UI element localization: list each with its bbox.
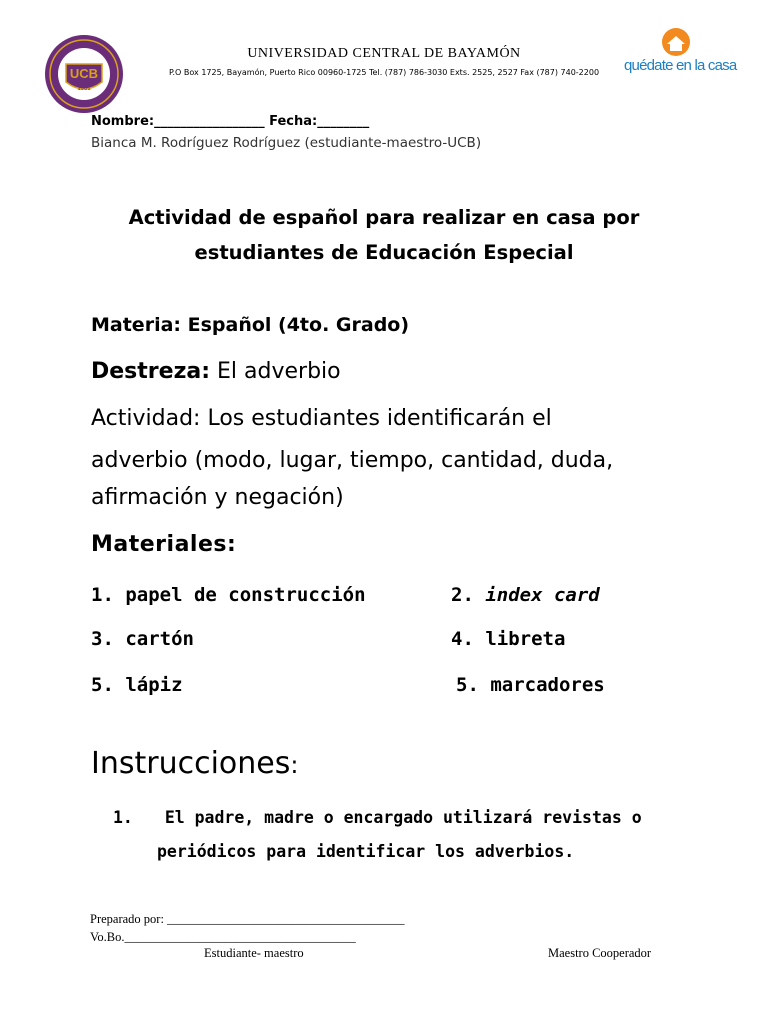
material-number: 2. xyxy=(451,584,474,606)
seal-year: 1961 xyxy=(77,86,91,92)
material-label: marcadores xyxy=(490,674,605,696)
material-item xyxy=(451,584,600,606)
prepared-by-line: Preparado por: ______________________________________ xyxy=(90,912,405,926)
seal-initials: UCB xyxy=(69,66,99,81)
instruction-number: 1. xyxy=(113,808,133,827)
materia-line: Materia: Español (4to. Grado) xyxy=(91,314,410,336)
instruction-text: El padre, madre o encargado utilizará revistas o xyxy=(164,808,642,827)
destreza-line xyxy=(91,359,341,384)
instrucciones-heading-text: Instrucciones xyxy=(91,746,291,781)
actividad-line-1: Actividad: Los estudiantes identificarán el xyxy=(91,406,552,431)
material-number: 1. xyxy=(91,584,114,606)
material-number: 5. xyxy=(91,674,114,696)
material-label: libreta xyxy=(485,628,566,650)
destreza-value: El adverbio xyxy=(217,359,341,384)
university-name: UNIVERSIDAD CENTRAL DE BAYAMÓN xyxy=(247,46,521,61)
materiales-heading: Materiales: xyxy=(91,532,237,557)
author-line: Bianca M. Rodríguez Rodríguez (estudiante-maestro-UCB) xyxy=(91,135,482,151)
actividad-line-3: afirmación y negación) xyxy=(91,485,344,510)
brand-text: quédate en la casa xyxy=(624,57,737,74)
material-label: index card xyxy=(485,584,600,606)
signature-cooperating-teacher: Maestro Cooperador xyxy=(548,946,652,960)
material-number: 4. xyxy=(451,628,474,650)
material-number: 3. xyxy=(91,628,114,650)
instruction-item-line-2: periódicos para identificar los adverbios. xyxy=(157,842,575,861)
instrucciones-heading xyxy=(91,746,298,781)
university-address: P.O Box 1725, Bayamón, Puerto Rico 00960-1725 Tel. (787) 786-3030 Exts. 2525, 2527 Fax (787) 740-2200 xyxy=(168,68,600,77)
material-item xyxy=(456,674,605,696)
actividad-line-2: adverbio (modo, lugar, tiempo, cantidad, duda, xyxy=(91,448,614,473)
material-item xyxy=(91,628,194,650)
document-title-line-2: estudiantes de Educación Especial xyxy=(194,241,574,264)
vobo-line: Vo.Bo._____________________________________ xyxy=(90,930,356,944)
material-item xyxy=(451,628,565,650)
material-label: papel de construcción xyxy=(125,584,366,606)
instrucciones-colon: : xyxy=(290,751,299,779)
material-item xyxy=(91,584,366,606)
material-number: 5. xyxy=(456,674,479,696)
signature-student-teacher: Estudiante- maestro xyxy=(204,946,304,960)
material-label: cartón xyxy=(125,628,194,650)
destreza-label: Destreza: xyxy=(91,359,211,384)
name-date-line: Nombre:_________________ Fecha:________ xyxy=(91,114,370,129)
document-title-line-1: Actividad de español para realizar en casa por xyxy=(128,206,640,229)
instruction-item-line-1 xyxy=(113,808,642,827)
material-label: lápiz xyxy=(125,674,183,696)
material-item xyxy=(91,674,183,696)
